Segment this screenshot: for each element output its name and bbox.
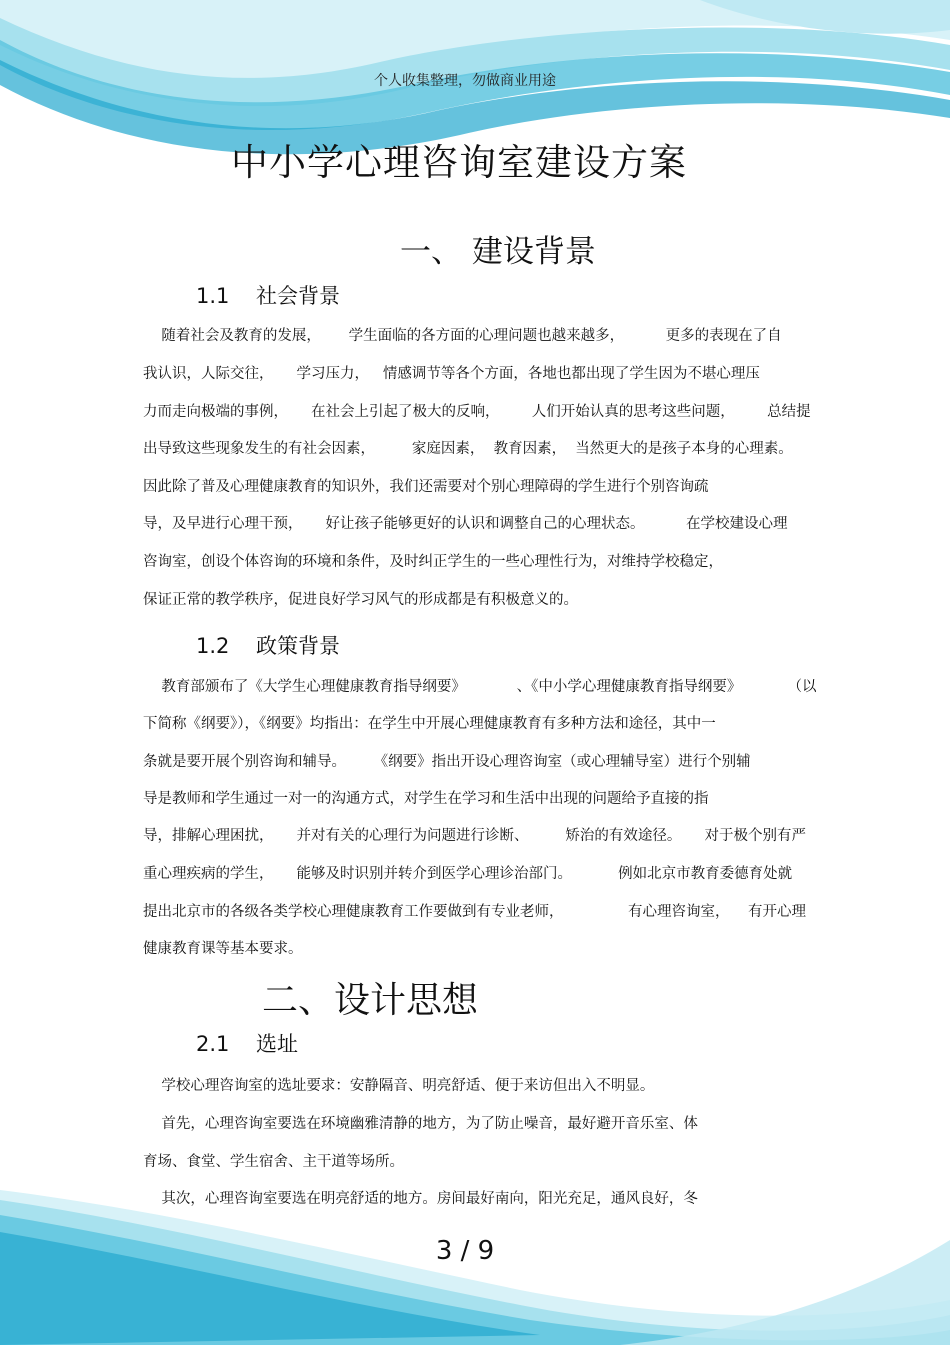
paragraph-line: 导，排解心理困扰， 并对有关的心理行为问题进行诊断、 矫治的有效途径。 对于极个别有严 [143, 828, 806, 844]
paragraph-line: 导，及早进行心理干预， 好让孩子能够更好的认识和调整自己的心理状态。 在学校建设心理 [143, 516, 788, 532]
subsection-number: 1.2 [196, 634, 230, 658]
paragraph-line: 其次，心理咨询室要选在明亮舒适的地方。房间最好南向，阳光充足，通风良好，冬 [143, 1191, 698, 1207]
section-2-heading: 二、设计思想 [262, 980, 479, 1021]
subsection-title: 政策背景 [256, 634, 340, 658]
document-title: 中小学心理咨询室建设方案 [231, 141, 687, 184]
paragraph-line: 随着社会及教育的发展， 学生面临的各方面的心理问题也越来越多， 更多的表现在了自 [143, 328, 782, 344]
section-1-heading: 一、 建设背景 [400, 234, 596, 270]
paragraph-line: 条就是要开展个别咨询和辅导。 《纲要》指出开设心理咨询室（或心理辅导室）进行个别辅 [143, 754, 751, 770]
paragraph-line: 保证正常的教学秩序，促进良好学习风气的形成都是有积极意义的。 [143, 592, 578, 608]
paragraph-line: 我认识，人际交往， 学习压力， 情感调节等各个方面，各地也都出现了学生因为不堪心理压 [143, 366, 760, 382]
subsection-1-1-heading [196, 280, 340, 310]
page-number: 3 / 9 [435, 1236, 495, 1266]
paragraph-line: 首先，心理咨询室要选在环境幽雅清静的地方，为了防止噪音，最好避开音乐室、体 [143, 1116, 698, 1132]
subsection-1-2-heading [196, 630, 340, 660]
paragraph-line: 力而走向极端的事例， 在社会上引起了极大的反响， 人们开始认真的思考这些问题， 总结提 [143, 404, 811, 420]
paragraph-line: 提出北京市的各级各类学校心理健康教育工作要做到有专业老师， 有心理咨询室， 有开心理 [143, 904, 806, 920]
paragraph-line: 重心理疾病的学生， 能够及时识别并转介到医学心理诊治部门。 例如北京市教育委德育处就 [143, 866, 793, 882]
paragraph-line: 导是教师和学生通过一对一的沟通方式，对学生在学习和生活中出现的问题给予直接的指 [143, 791, 709, 807]
paragraph-line: 因此除了普及心理健康教育的知识外，我们还需要对个别心理障碍的学生进行个别咨询疏 [143, 479, 709, 495]
subsection-number: 1.1 [196, 284, 230, 308]
subsection-title: 社会背景 [256, 284, 340, 308]
subsection-number: 2.1 [196, 1032, 230, 1056]
paragraph-line: 咨询室，创设个体咨询的环境和条件，及时纠正学生的一些心理性行为，对维持学校稳定， [143, 554, 723, 570]
paragraph-line: 学校心理咨询室的选址要求：安静隔音、明亮舒适、便于来访但出入不明显。 [143, 1078, 655, 1094]
paragraph-line: 下简称《纲要》），《纲要》均指出：在学生中开展心理健康教育有多种方法和途径，其中一 [143, 716, 716, 732]
paragraph-line: 教育部颁布了《大学生心理健康教育指导纲要》 、《中小学心理健康教育指导纲要》 （以 [143, 679, 817, 695]
paragraph-line: 健康教育课等基本要求。 [143, 941, 303, 957]
watermark-text: 个人收集整理，勿做商业用途 [374, 73, 556, 89]
paragraph-line: 出导致这些现象发生的有社会因素， 家庭因素， 教育因素， 当然更大的是孩子本身的心理素。 [143, 441, 793, 457]
subsection-title: 选址 [256, 1032, 298, 1056]
paragraph-line: 育场、食堂、学生宿舍、主干道等场所。 [143, 1154, 404, 1170]
subsection-2-1-heading [196, 1028, 298, 1058]
